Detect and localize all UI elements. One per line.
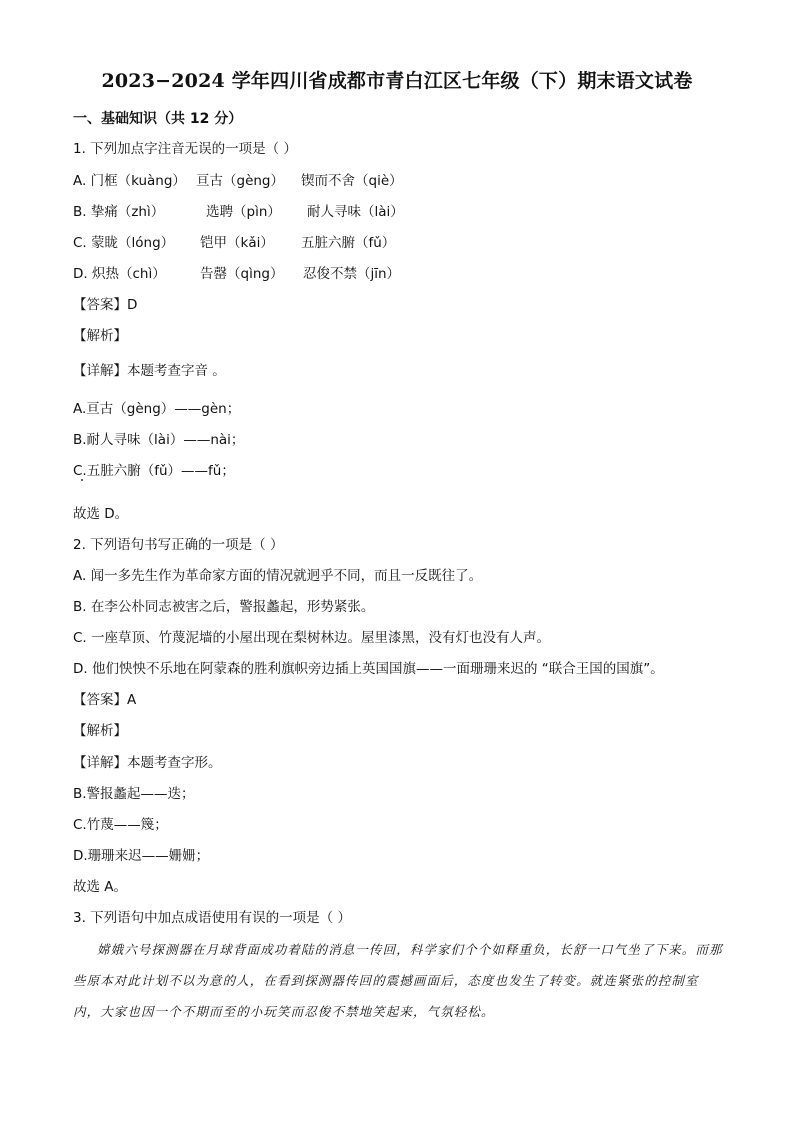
q1-c-part3: 五脏六腑（fǔ） xyxy=(301,235,396,251)
q2-option-c: C. 一座草顶、竹蔑泥墙的小屋出现在梨树林边。屋里漆黑，没有灯也没有人声。 xyxy=(73,630,551,646)
q2-choice: 故选 A。 xyxy=(73,879,128,895)
q1-a-part3: 锲而不舍（qiè） xyxy=(301,173,403,189)
q2-item-d: D.珊珊来迟——姗姗； xyxy=(73,848,210,864)
q1-stem: 1. 下列加点字注音无误的一项是（ ） xyxy=(73,141,297,157)
q1-detail: 【详解】本题考查字音 。 xyxy=(73,363,226,379)
q1-analysis-label: 【解析】 xyxy=(73,328,127,344)
q1-item-c: C.五脏六腑（fǔ）——fǔ； xyxy=(73,463,235,479)
q1-a-part1: A. 门框（kuàng） xyxy=(73,173,186,189)
q1-option-c xyxy=(73,233,395,253)
q2-option-d: D. 他们怏怏不乐地在阿蒙森的胜利旗帜旁边插上英国国旗——一面珊珊来迟的 “联合王国的国旗”。 xyxy=(73,661,664,677)
section-heading: 一、基础知识（共 12 分） xyxy=(73,111,243,127)
q2-option-b: B. 在李公朴同志被害之后，警报蠡起，形势紧张。 xyxy=(73,599,375,615)
q1-c-part1: C. 蒙眬（lóng） xyxy=(73,235,175,251)
exam-title: 2023−2024 学年四川省成都市青白江区七年级（下）期末语文试卷 xyxy=(101,70,693,92)
q2-detail: 【详解】本题考查字形。 xyxy=(73,755,222,771)
q2-answer: 【答案】A xyxy=(73,692,137,708)
q1-choice: 故选 D。 xyxy=(73,506,129,522)
q1-a-part2: 亘古（gèng） xyxy=(196,173,285,189)
q1-option-b xyxy=(73,202,404,222)
q1-item-a: A.亘古（gèng）——gèn； xyxy=(73,401,241,417)
q1-item-b: B.耐人寻味（lài）——nài； xyxy=(73,432,245,448)
stray-dot xyxy=(81,479,83,481)
q3-passage: 嫦娥六号探测器在月球背面成功着陆的消息一传回，科学家们个个如释重负，长舒一口气坐了下来。而那些原本对此计划不以为意的人，在看到探测器传回的震撼画面后，态度也发生了转变。就连紧张的控制室内，大家也因一个不期而至的小玩笑而忍俊不禁地笑起来，气氛轻松。 xyxy=(73,942,723,1019)
q1-option-a xyxy=(73,171,403,191)
q1-d-part3: 忍俊不禁（jīn） xyxy=(303,266,401,282)
q2-option-a: A. 闻一多先生作为革命家方面的情况就迥乎不同，而且一反既往了。 xyxy=(73,568,483,584)
q1-d-part1: D. 炽热（chì） xyxy=(73,266,166,282)
q1-answer: 【答案】D xyxy=(73,297,138,313)
q1-b-part2: 选聘（pìn） xyxy=(206,204,281,220)
q1-d-part2: 告罄（qìng） xyxy=(200,266,284,282)
q3-stem: 3. 下列语句中加点成语使用有误的一项是（ ） xyxy=(73,910,351,926)
q2-item-c: C.竹蔑——篾； xyxy=(73,817,168,833)
q2-stem: 2. 下列语句书写正确的一项是（ ） xyxy=(73,537,284,553)
q1-option-d xyxy=(73,264,400,284)
q2-analysis-label: 【解析】 xyxy=(73,723,127,739)
q1-b-part1: B. 挚痛（zhì） xyxy=(73,204,165,220)
q1-b-part3: 耐人寻味（lài） xyxy=(307,204,404,220)
q2-item-b: B.警报蠡起——迭； xyxy=(73,786,195,802)
q1-c-part2: 铠甲（kǎi） xyxy=(200,235,274,251)
